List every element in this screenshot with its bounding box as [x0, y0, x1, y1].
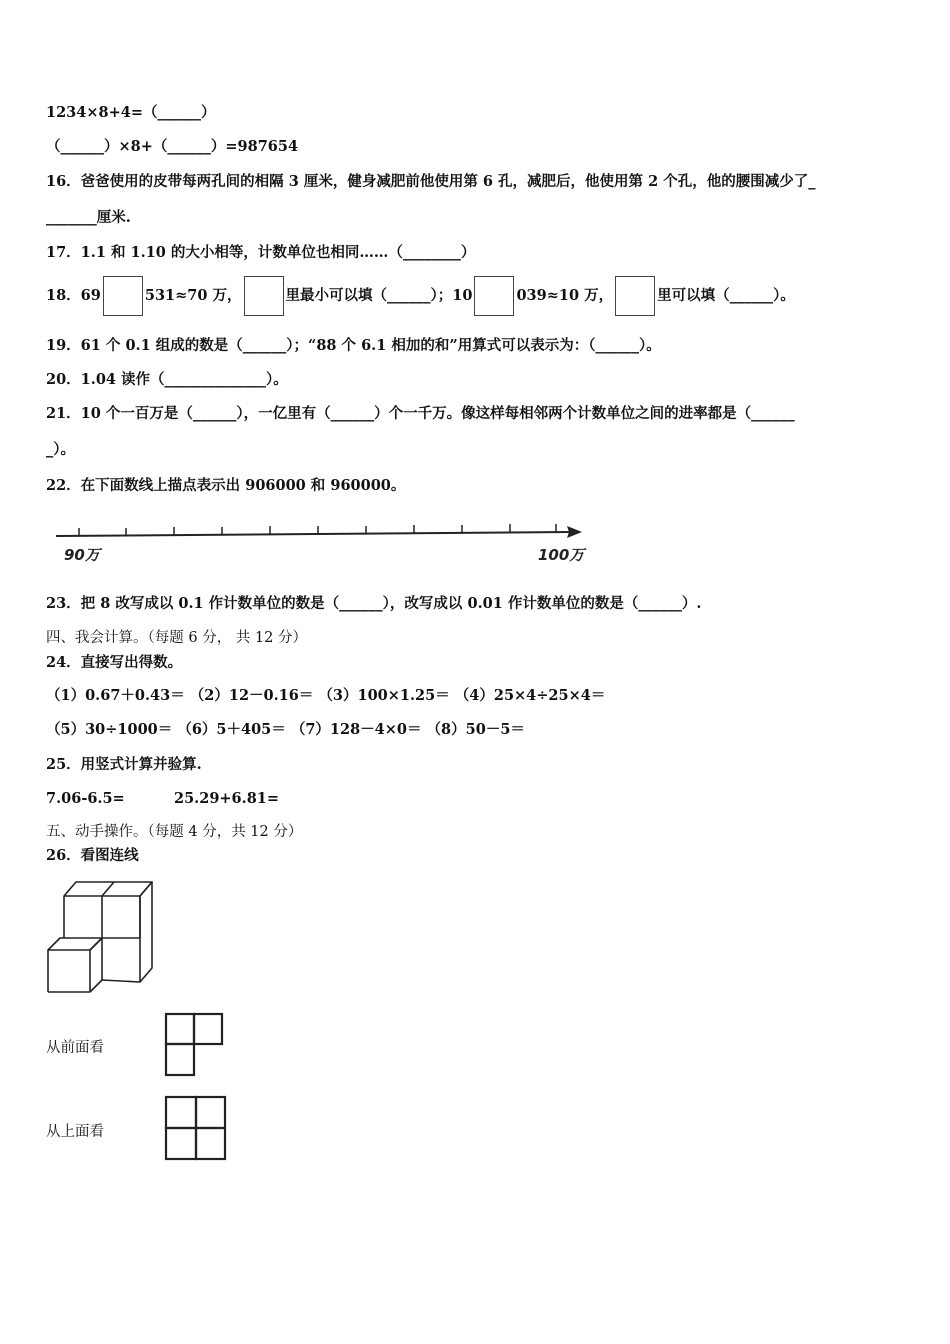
section-5-heading: 五、动手操作。（每题 4 分，共 12 分） — [46, 824, 303, 840]
q18-part-2: 531≈70 万， — [144, 287, 242, 304]
q16-line-a: 16．爸爸使用的皮带每两孔间的相隔 3 厘米，健身减肥前他使用第 6 孔，减肥后，他使用第 2 个孔，他的腰围减少了_ — [46, 173, 816, 190]
number-line-arrow — [567, 526, 582, 538]
q15-line-b: （______）×8+（______）=987654 — [46, 138, 299, 155]
q18-box-2[interactable] — [244, 276, 284, 316]
q26-title: 26．看图连线 — [46, 847, 139, 864]
q24-title: 24．直接写出得数。 — [46, 654, 183, 671]
q16-line-b: _______厘米. — [46, 209, 131, 226]
q22-text: 22．在下面数线上描点表示出 906000 和 960000。 — [46, 477, 406, 494]
q25-expr-2: 25.29+6.81= — [174, 790, 280, 807]
q24-row-1: （1）0.67＋0.43＝ （2）12－0.16＝ （3）100×1.25＝ （4）25×4÷25×4＝ — [46, 687, 606, 704]
q15-line-a: 1234×8+4=（______） — [46, 104, 216, 121]
section-4-heading: 四、我会计算。（每题 6 分， 共 12 分） — [46, 630, 307, 646]
number-line — [50, 518, 595, 570]
q18-part-3: 里最小可以填（______）；10 — [285, 287, 473, 304]
q23-text: 23．把 8 改写成以 0.1 作计数单位的数是（______），改写成以 0.01 作计数单位的数是（______）. — [46, 595, 702, 612]
cube-solid-figure — [46, 878, 158, 996]
q25-expr-1: 7.06-6.5= — [46, 790, 125, 807]
q18-line — [46, 276, 795, 316]
q18-part-1: 18．69 — [46, 287, 101, 304]
q24-row-2: （5）30÷1000＝ （6）5＋405＝ （7）128－4×0＝ （8）50－5＝ — [46, 721, 525, 738]
q18-box-1[interactable] — [103, 276, 143, 316]
q25-title: 25．用竖式计算并验算. — [46, 756, 202, 773]
top-view-grid — [164, 1095, 228, 1161]
front-view-label: 从前面看 — [46, 1040, 104, 1056]
q18-part-4: 039≈10 万， — [516, 287, 614, 304]
q18-box-4[interactable] — [615, 276, 655, 316]
number-line-axis — [56, 532, 570, 536]
q21-line-b: _）。 — [46, 441, 75, 458]
q17-text: 17．1.1 和 1.10 的大小相等，计数单位也相同……（________） — [46, 244, 476, 261]
q20-text: 20．1.04 读作（______________）。 — [46, 371, 288, 388]
axis-start-label: 90万 — [64, 546, 100, 564]
q19-text: 19．61 个 0.1 组成的数是（______）；“88 个 6.1 相加的和”用算式可以表示为：（______）。 — [46, 337, 661, 354]
front-view-grid — [164, 1012, 224, 1078]
q21-line-a: 21．10 个一百万是（______），一亿里有（______）个一千万。像这样每相邻两个计数单位之间的进率都是（______ — [46, 405, 795, 422]
top-view-label: 从上面看 — [46, 1124, 104, 1140]
q18-part-5: 里可以填（______）。 — [657, 287, 795, 304]
q18-box-3[interactable] — [474, 276, 514, 316]
axis-end-label: 100万 — [538, 546, 585, 564]
